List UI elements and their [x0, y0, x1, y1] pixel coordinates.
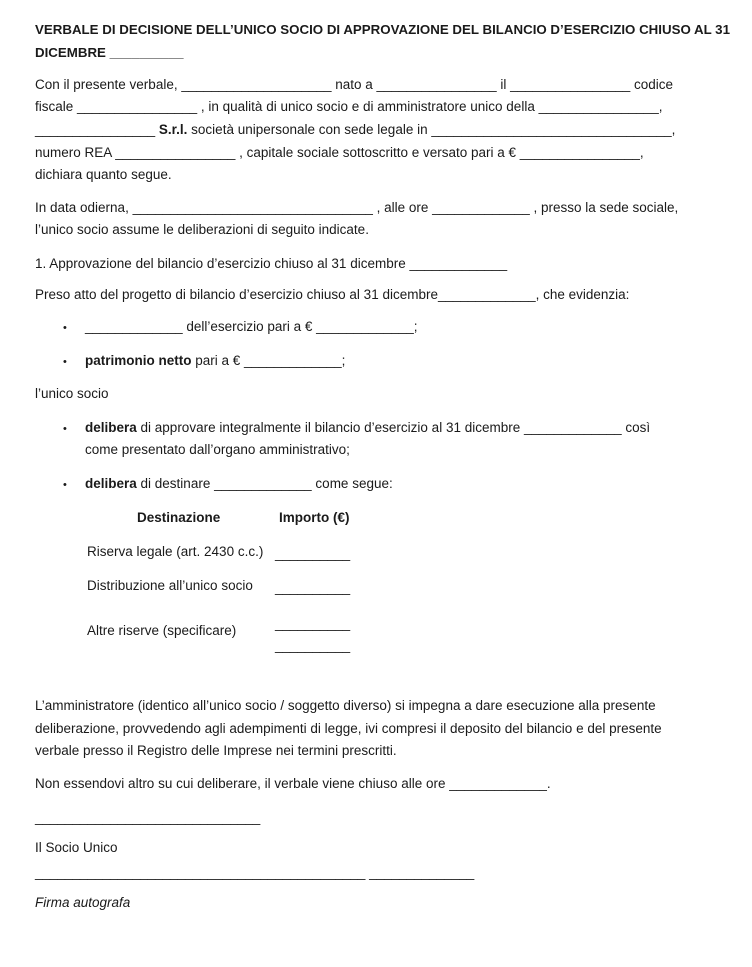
evidenza-item-2 [85, 352, 345, 370]
table-row-label: Riserva legale (art. 2430 c.c.) [87, 544, 264, 559]
item-1-heading: 1. Approvazione del bilancio d’esercizio chiuso al 31 dicembre _____________ [35, 256, 508, 271]
table-row-value: __________ [275, 546, 351, 561]
table-row-label: Altre riserve (specificare) [87, 623, 237, 638]
table-row-value-extra: __________ [275, 638, 351, 653]
delibera-label: delibera [85, 420, 137, 435]
intro-line-2: fiscale ________________ , in qualità di unico socio e di amministratore unico della ________________, [35, 99, 663, 114]
evidenza-text: pari a € _____________; [191, 353, 346, 368]
evidenza-text: dell’esercizio pari a € _____________; [186, 319, 418, 334]
firma-autografa-caption: Firma autografa [35, 895, 131, 910]
intro-registered-office: società unipersonale con sede legale in ________________________________, [187, 122, 676, 137]
intro-line-5: dichiara quanto segue. [35, 167, 172, 182]
document-title-line-1: VERBALE DI DECISIONE DELL’UNICO SOCIO DI APPROVAZIONE DEL BILANCIO D’ESERCIZIO CHIUSO AL 31 [35, 22, 730, 37]
signature-line-bottom: ____________________________________________ ______________ [35, 865, 475, 880]
delibera-item-1-line-1: delibera di approvare integralmente il bilancio d’esercizio al 31 dicembre _____________ così [85, 420, 651, 435]
date-line-2: l’unico socio assume le deliberazioni di seguito indicate. [35, 222, 369, 237]
closing-line: Non essendovi altro su cui deliberare, il verbale viene chiuso alle ore _____________. [35, 776, 551, 791]
delibera-item-1-line-2: come presentato dall’organo amministrativo; [85, 442, 350, 457]
socio-unico-label: Il Socio Unico [35, 840, 118, 855]
admin-line-1: L’amministratore (identico all’unico socio / soggetto diverso) si impegna a dare esecuzione alla presente [35, 698, 656, 713]
table-row-value: __________ [275, 580, 351, 595]
srl-label: S.r.l. [158, 122, 188, 137]
intro-blank: ________________ [35, 122, 159, 137]
date-line-1: In data odierna, ________________________________ , alle ore _____________ , presso la sede sociale, [35, 200, 679, 215]
table-row-value: __________ [275, 616, 351, 631]
evidenza-item-1 [85, 318, 418, 336]
delibera-label: delibera [85, 476, 137, 491]
table-header-importo: Importo (€) [279, 510, 350, 525]
intro-line-1: Con il presente verbale, ____________________ nato a ________________ il ________________ codice [35, 77, 674, 92]
signature-line-top: ______________________________ [35, 810, 261, 825]
intro-line-4: numero REA ________________ , capitale sociale sottoscritto e versato pari a € ________________, [35, 145, 644, 160]
unico-socio-line: l’unico socio [35, 386, 109, 401]
delibera-item-2-line-1: delibera di destinare _____________ come segue: [85, 476, 393, 491]
bullet-icon: • [63, 423, 67, 435]
table-row-label: Distribuzione all’unico socio [87, 578, 253, 593]
patrimonio-netto-label: patrimonio netto [85, 353, 192, 368]
document-title-line-2: DICEMBRE __________ [35, 45, 184, 60]
admin-line-3: verbale presso il Registro delle Imprese nei termini prescritti. [35, 743, 397, 758]
admin-line-2: deliberazione, provvedendo agli adempimenti di legge, ivi compresi il deposito del bilancio e del presente [35, 721, 662, 736]
bullet-icon: • [63, 322, 67, 334]
evidenza-blank: _____________ [85, 319, 187, 334]
table-header-destinazione: Destinazione [137, 510, 221, 525]
preso-atto-line: Preso atto del progetto di bilancio d’esercizio chiuso al 31 dicembre_____________, che evidenzia: [35, 287, 630, 302]
bullet-icon: • [63, 356, 67, 368]
bullet-icon: • [63, 479, 67, 491]
intro-line-3 [35, 121, 675, 139]
